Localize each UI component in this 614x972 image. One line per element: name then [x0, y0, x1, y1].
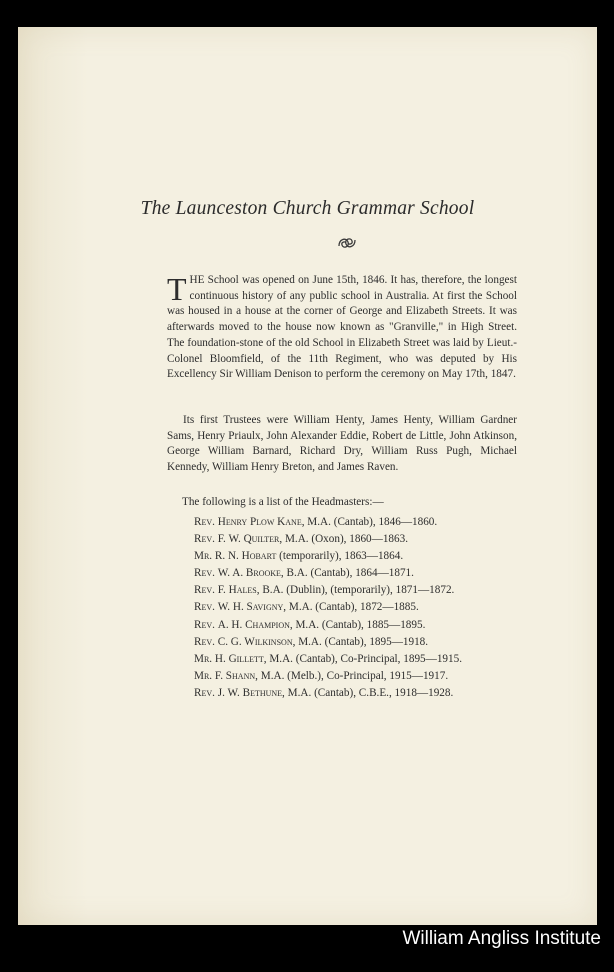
headmaster-title: Mr. [194, 669, 213, 682]
document-title: The Launceston Church Grammar School [140, 198, 475, 219]
headmaster-name: A. H. Champion, [217, 618, 293, 631]
document-page [18, 27, 597, 925]
headmaster-name: F. Shann, [214, 669, 258, 682]
headmaster-name: C. G. Wilkinson, [217, 635, 296, 648]
headmaster-details: M.A. (Cantab), 1872—1885. [288, 601, 419, 614]
history-paragraph [167, 273, 517, 383]
headmaster-title: Rev. [194, 618, 215, 631]
headmaster-name: J. W. Bethune, [217, 686, 285, 699]
headmaster-details: M.A. (Cantab), 1846—1860. [307, 516, 438, 528]
headmaster-entry [194, 599, 524, 616]
headmaster-name: F. W. Quilter, [217, 533, 283, 546]
headmaster-entry [194, 617, 524, 634]
headmaster-title: Rev. [194, 601, 215, 614]
headmaster-details: B.A. (Dublin), (temporarily), 1871—1872. [262, 584, 455, 597]
headmaster-title: Rev. [194, 686, 215, 699]
headmaster-entry [194, 531, 524, 548]
headmaster-title: Rev. [194, 516, 215, 528]
headmaster-entry [194, 668, 524, 685]
headmaster-details: M.A. (Cantab), 1895—1918. [298, 635, 429, 648]
headmaster-entry [194, 651, 524, 668]
headmaster-entry [194, 565, 524, 582]
headmaster-name: R. N. Hobart [214, 550, 277, 563]
headmaster-name: Henry Plow Kane, [217, 516, 305, 528]
history-paragraph-text: HE School was opened on June 15th, 1846. It has, therefore, the longest continuous history of any public school in Australia. At first the School was housed in a house at the corner of George and Elizabeth Streets. It was afterwards moved to the house now known as "Granville," in High Street. The foundation-stone of the old School in Elizabeth Street was laid by Lieut.-Colonel Bloomfield, of the 11th Regiment, who was deputed by His Excellency Sir William Denison to perform the ceremony on May 17th, 1847. [167, 274, 517, 381]
trustees-paragraph: Its first Trustees were William Henty, James Henty, William Gardner Sams, Henry Priaulx, John Alexander Eddie, Robert de Little, John Atkinson, George William Barnard, Richard Dry, William Russ Pugh, Michael Kennedy, William Henry Breton, and James Raven. [167, 414, 517, 474]
swirl-ornament-icon [336, 235, 358, 251]
headmaster-entry [194, 548, 524, 565]
page-shading [18, 27, 88, 925]
headmaster-name: W. H. Savigny, [217, 601, 287, 614]
watermark: William Angliss Institute [402, 928, 601, 949]
headmaster-title: Mr. [194, 550, 213, 563]
headmaster-entry [194, 685, 524, 702]
headmaster-details: M.A. (Melb.), Co-Principal, 1915—1917. [260, 669, 449, 682]
headmaster-details: (temporarily), 1863—1864. [279, 550, 404, 563]
drop-cap: T [167, 271, 187, 307]
headmaster-title: Rev. [194, 533, 215, 546]
headmaster-entry [194, 582, 524, 599]
headmaster-details: M.A. (Oxon), 1860—1863. [284, 533, 409, 546]
headmaster-title: Mr. [194, 652, 213, 665]
headmasters-list [194, 514, 524, 702]
headmaster-title: Rev. [194, 635, 215, 648]
headmaster-name: W. A. Brooke, [217, 567, 284, 580]
headmaster-details: M.A. (Cantab), Co-Principal, 1895—1915. [269, 652, 462, 665]
headmaster-title: Rev. [194, 567, 215, 580]
headmaster-details: M.A. (Cantab), 1885—1895. [295, 618, 426, 631]
headmaster-details: B.A. (Cantab), 1864—1871. [286, 567, 414, 580]
headmaster-title: Rev. [194, 584, 215, 597]
headmaster-name: F. Hales, [217, 584, 260, 597]
headmaster-entry [194, 634, 524, 651]
headmaster-name: H. Gillett, [214, 652, 267, 665]
headmaster-details: M.A. (Cantab), C.B.E., 1918—1928. [287, 686, 454, 699]
headmasters-intro: The following is a list of the Headmasters:— [182, 496, 384, 508]
headmaster-entry [194, 514, 524, 531]
